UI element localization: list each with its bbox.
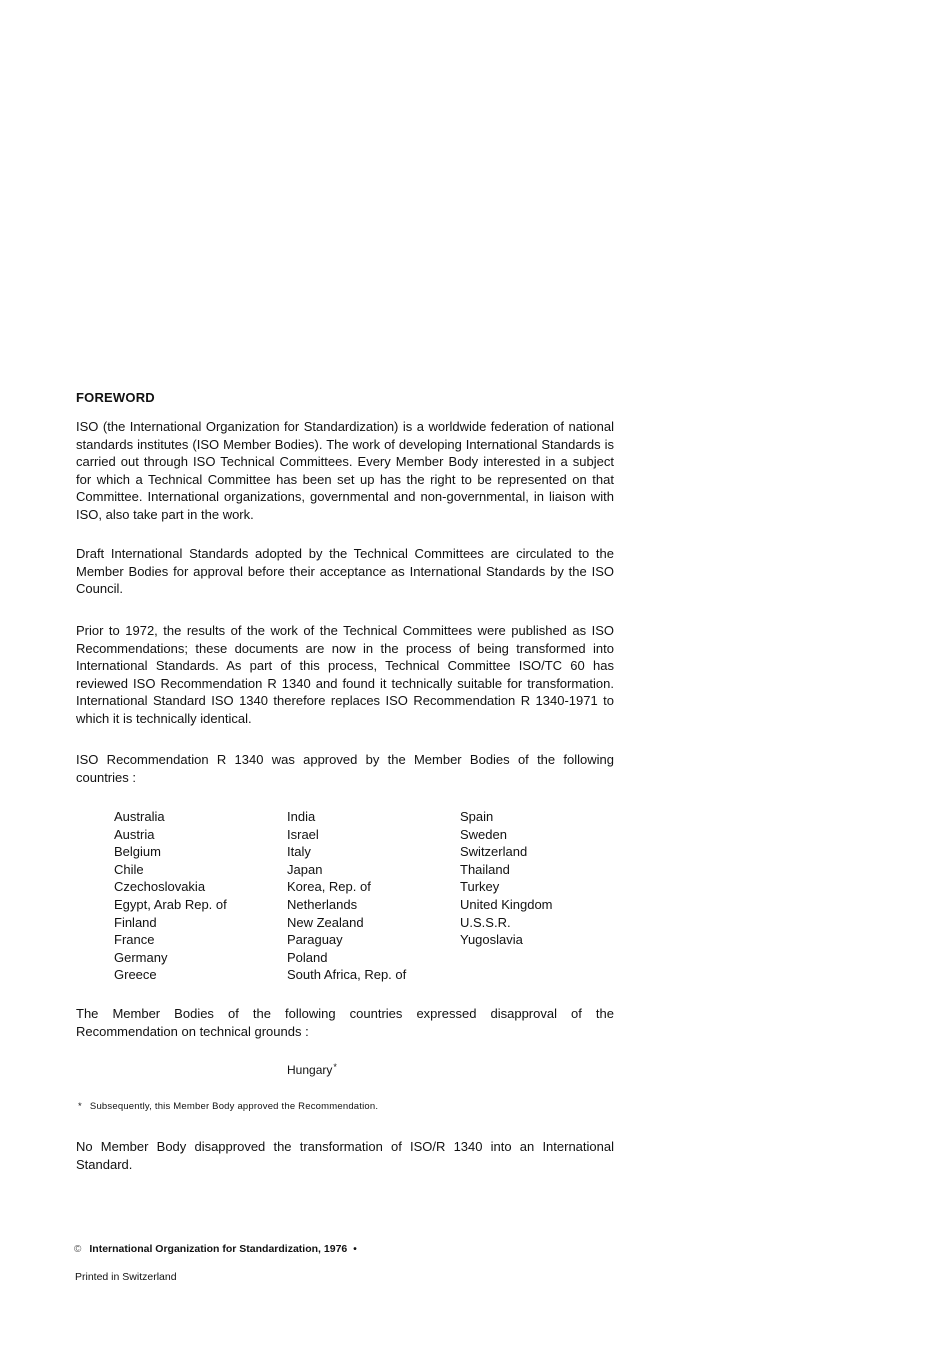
country-item: South Africa, Rep. of bbox=[287, 967, 407, 983]
paragraph-closing: No Member Body disapproved the transformation of ISO/R 1340 into an International Standard. bbox=[76, 1139, 614, 1172]
copyright-text: International Organization for Standardization, 1976 bbox=[89, 1243, 348, 1255]
country-item: Spain bbox=[460, 809, 494, 824]
country-item: Israel bbox=[287, 826, 319, 842]
disapproving-country bbox=[287, 1062, 337, 1077]
countries-column-1 bbox=[114, 808, 284, 984]
paragraph-disapproval: The Member Bodies of the following countries expressed disapproval of the Recommendation on technical grounds : bbox=[76, 1006, 614, 1039]
countries-column-3 bbox=[460, 808, 630, 949]
bullet-icon: • bbox=[353, 1243, 357, 1255]
paragraph-iso-intro: ISO (the International Organization for Standardization) is a worldwide federation of national standards institutes (ISO Member Bodies). The work of developing International Standards is carried out through ISO Technical Committees. Every Member Body interested in a subject for which a Technical Committee has been set up has the right to be represented on that Committee. International organizations, governmental and non-governmental, in liaison with ISO, also take part in the work. bbox=[76, 419, 614, 522]
page-title: FOREWORD bbox=[76, 390, 155, 405]
footnote-text: Subsequently, this Member Body approved the Recommendation. bbox=[89, 1101, 379, 1112]
country-item: Korea, Rep. of bbox=[287, 879, 371, 895]
country-item: Finland bbox=[114, 914, 157, 930]
country-item: Thailand bbox=[460, 861, 510, 877]
country-item: Greece bbox=[114, 967, 157, 983]
copyright-icon: © bbox=[74, 1243, 82, 1255]
copyright-line bbox=[74, 1243, 357, 1255]
country-item: U.S.S.R. bbox=[460, 914, 511, 930]
printed-location: Printed in Switzerland bbox=[75, 1271, 177, 1283]
country-item: New Zealand bbox=[287, 914, 364, 930]
paragraph-history: Prior to 1972, the results of the work of the Technical Committees were published as ISO Recommendations; these documents are now in the process of being transformed into International Standards. As part of this process, Technical Committee ISO/TC 60 has reviewed ISO Recommendation R 1340 and found it technically suitable for transformation. International Standard ISO 1340 therefore replaces ISO Recommendation R 1340-1971 to which it is technically identical. bbox=[76, 623, 614, 726]
footnote bbox=[78, 1101, 378, 1112]
country-item: Netherlands bbox=[287, 896, 358, 912]
country-item: Paraguay bbox=[287, 932, 343, 948]
country-item: Turkey bbox=[460, 879, 500, 895]
country-item: Switzerland bbox=[460, 844, 528, 860]
country-item: Austria bbox=[114, 826, 155, 842]
paragraph-approval-intro: ISO Recommendation R 1340 was approved by the Member Bodies of the following countries : bbox=[76, 752, 614, 785]
country-item: United Kingdom bbox=[460, 896, 553, 912]
country-item: Italy bbox=[287, 844, 311, 860]
country-item: Japan bbox=[287, 861, 323, 877]
country-item: Czechoslovakia bbox=[114, 879, 206, 895]
country-item: Sweden bbox=[460, 826, 507, 842]
disapproving-country-name: Hungary bbox=[287, 1063, 333, 1077]
paragraph-draft-standards: Draft International Standards adopted by the Technical Committees are circulated to the Member Bodies for approval before their acceptance as International Standards by the ISO Council. bbox=[76, 546, 614, 597]
country-item: Australia bbox=[114, 809, 165, 824]
countries-column-2 bbox=[287, 808, 457, 984]
country-item: Yugoslavia bbox=[460, 932, 523, 948]
country-item: Chile bbox=[114, 861, 144, 877]
footnote-reference: * bbox=[333, 1062, 337, 1072]
country-item: France bbox=[114, 932, 155, 948]
country-item: Germany bbox=[114, 949, 168, 965]
country-item: Belgium bbox=[114, 844, 161, 860]
country-item: Egypt, Arab Rep. of bbox=[114, 896, 227, 912]
country-item: India bbox=[287, 809, 316, 824]
footnote-marker: * bbox=[78, 1101, 82, 1112]
country-item: Poland bbox=[287, 949, 328, 965]
